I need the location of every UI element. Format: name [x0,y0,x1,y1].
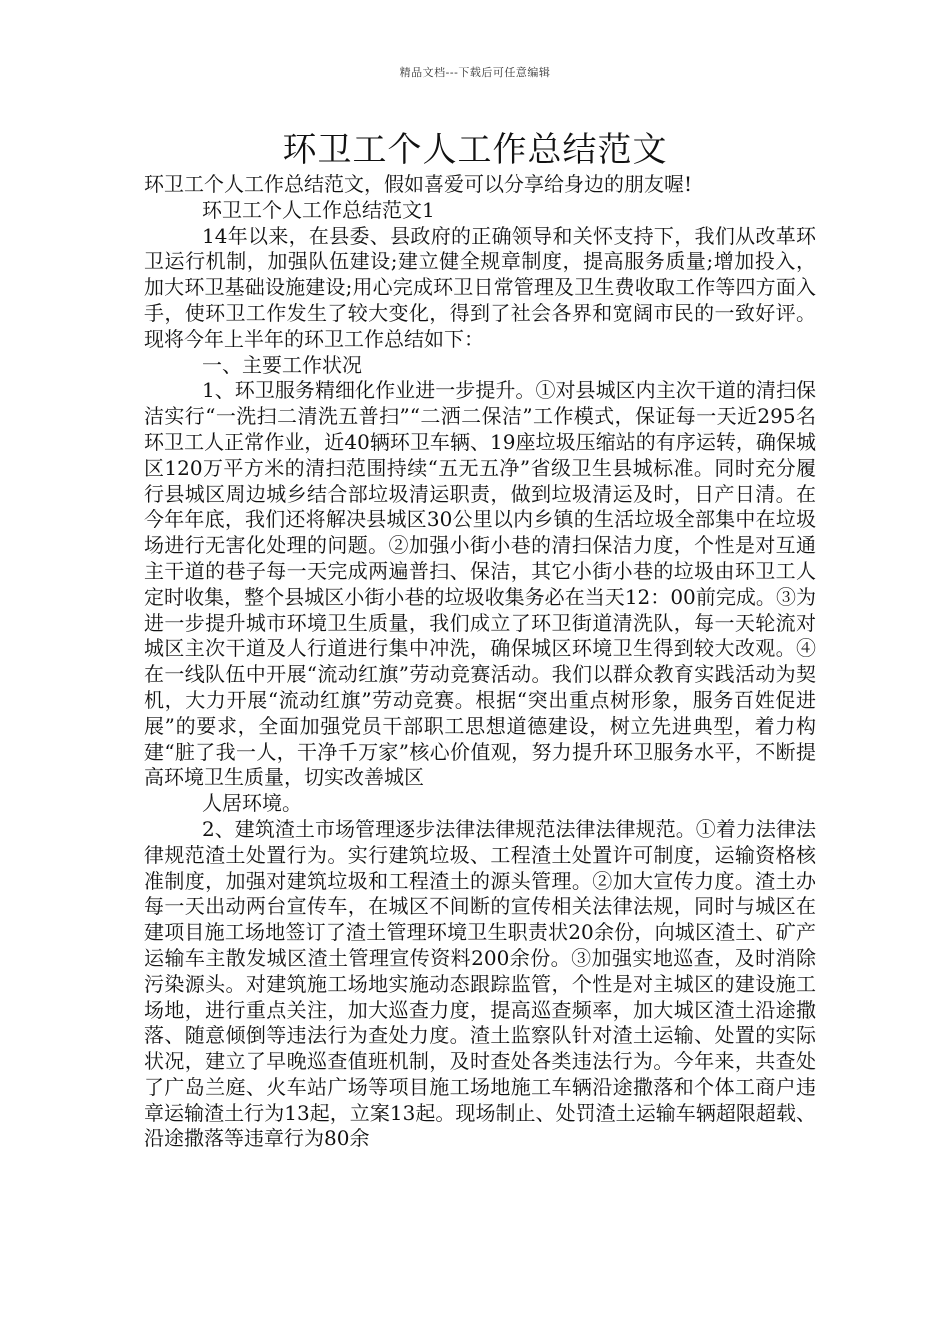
paragraph-item-1: 1、环卫服务精细化作业进一步提升。①对县城区内主次干道的清扫保洁实行“一洗扫二清洗五普扫”“二洒二保洁”工作模式，保证每一天近295名环卫工人正常作业，近40辆环卫车辆、19座垃圾压缩站的有序运转，确保城区120万平方米的清扫范围持续“五无五净”省级卫生县城标准。同时充分履行县城区周边城乡结合部垃圾清运职责，做到垃圾清运及时，日产日清。在今年年底，我们还将解决县城区30公里以内乡镇的生活垃圾全部集中在垃圾场进行无害化处理的问题。②加强小街小巷的清扫保洁力度，个性是对互通主干道的巷子每一天完成两遍普扫、保洁，其它小街小巷的垃圾由环卫工人定时收集，整个县城区小街小巷的垃圾收集务必在当天12：00前完成。③为进一步提升城市环境卫生质量，我们成立了环卫街道清洗队，每一天轮流对城区主次干道及人行道进行集中冲洗，确保城区环境卫生得到较大改观。④在一线队伍中开展“流动红旗”劳动竞赛活动。我们以群众教育实践活动为契机，大力开展“流动红旗”劳动竞赛。根据“突出重点树形象，服务百姓促进展”的要求，全面加强党员干部职工思想道德建设，树立先进典型，着力构建“脏了我一人，干净千万家”核心价值观，努力提升环卫服务水平，不断提高环境卫生质量，切实改善城区 [144,378,816,790]
paragraph-item-2: 2、建筑渣土市场管理逐步法律法律规范法律法律规范。①着力法律法律规范渣土处置行为。实行建筑垃圾、工程渣土处置许可制度，运输资格核准制度，加强对建筑垃圾和工程渣土的源头管理。②加大宣传力度。渣土办每一天出动两台宣传车，在城区不间断的宣传相关法律法规，同时与城区在建项目施工场地签订了渣土管理环境卫生职责状20余份，向城区渣土、矿产运输车主散发城区渣土管理宣传资料200余份。③加强实地巡查，及时消除污染源头。对建筑施工场地实施动态跟踪监管，个性是对主城区的建设施工场地，进行重点关注，加大巡查力度，提高巡查频率，加大城区渣土沿途撒落、随意倾倒等违法行为查处力度。渣土监察队针对渣土运输、处置的实际状况，建立了早晚巡查值班机制，及时查处各类违法行为。今年来，共查处了广岛兰庭、火车站广场等项目施工场地施工车辆沿途撒落和个体工商户违章运输渣土行为13起，立案13起。现场制止、处罚渣土运输车辆超限超载、沿途撒落等违章行为80余 [144,816,816,1151]
document-title: 环卫工个人工作总结范文 [282,130,668,170]
paragraph-subheading: 一、主要工作状况 [202,352,362,377]
paragraph-intro: 环卫工个人工作总结范文，假如喜爱可以分享给身边的朋友喔! [144,172,693,196]
paragraph-section-heading: 环卫工个人工作总结范文1 [202,197,435,222]
header-note: 精品文档---下载后可任意编辑 [399,66,551,79]
paragraph-item-1-continued: 人居环境。 [202,791,302,816]
document-body [144,172,816,1152]
paragraph-overview: 14年以来，在县委、县政府的正确领导和关怀支持下，我们从改革环卫运行机制，加强队伍建设;建立健全规章制度，提高服务质量;增加投入，加大环卫基础设施建设;用心完成环卫日常管理及卫生费收取工作等四方面入手，使环卫工作发生了较大变化，得到了社会各界和宽阔市民的一致好评。现将今年上半年的环卫工作总结如下： [144,223,816,351]
